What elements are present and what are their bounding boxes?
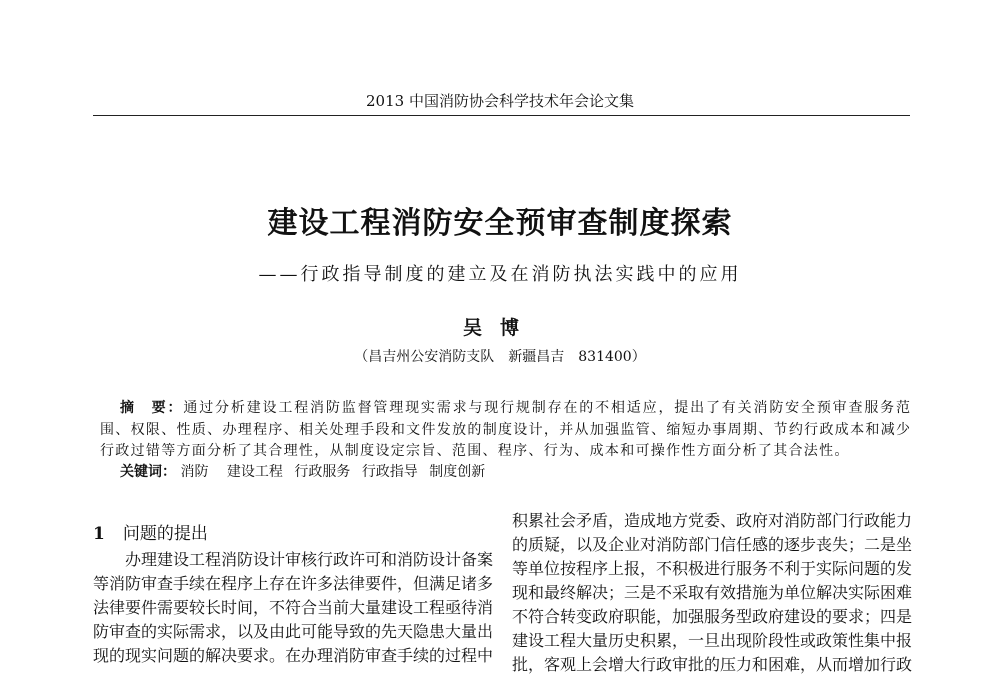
abstract-line: 行政过错等方面分析了其合理性，从制度设定宗旨、范围、程序、行为、成本和可操作性方面分析了其合法性。 [100,443,850,459]
body-line: 法律要件需要较长时间，不符合当前大量建设工程亟待消 [93,598,494,617]
body-line: 等消防审查手续在程序上存在许多法律要件，但满足诸多 [93,574,494,593]
paper-title: 建设工程消防安全预审查制度探索 [267,206,733,241]
affiliation: （昌吉州公安消防支队 新疆昌吉 831400） [354,349,646,365]
abstract-line: 围、权限、性质、办理程序、相关处理手段和文件发放的制度设计，并从加强监管、缩短办事周期、节约行政成本和减少 [100,422,910,438]
body-line: 办理建设工程消防设计审核行政许可和消防设计备案 [125,550,494,569]
paper-subtitle: ——行政指导制度的建立及在消防执法实践中的应用 [258,264,742,285]
body-line: 防审查的实际需求，以及由此可能导致的先天隐患大量出 [93,622,494,641]
body-line: 等单位按程序上报，不积极进行服务不利于实际问题的发 [512,559,913,578]
author: 吴博 [462,317,537,339]
body-line: 不符合转变政府职能，加强服务型政府建设的要求；四是 [512,607,913,626]
section-title: 问题的提出 [122,524,208,544]
keywords [100,462,930,482]
body-line: 的质疑，以及企业对消防部门信任感的逐步丧失；二是坐 [512,535,913,554]
abstract-label: 摘 要： [120,400,184,416]
abstract-text: 通过分析建设工程消防监督管理现实需求与现行规制存在的不相适应，提出了有关消防安全预审查服务范 [183,400,911,416]
keyword: 行政服务 [294,464,351,480]
running-header: 2013 中国消防协会科学技术年会论文集 [366,92,634,110]
body-line: 建设工程大量历史积累，一旦出现阶段性或政策性集中报 [512,631,913,650]
body-line: 批，客观上会增大行政审批的压力和困难，从而增加行政 [512,655,913,674]
header-rule [93,115,910,116]
keyword: 建设工程 [226,464,283,480]
keyword: 消防 [180,464,209,480]
keyword: 行政指导 [361,464,418,480]
abstract-line [100,398,910,418]
keyword: 制度创新 [429,464,486,480]
section-heading [93,519,208,544]
body-line: 现的现实问题的解决要求。在办理消防审查手续的过程中 [93,646,494,665]
body-line: 积累社会矛盾，造成地方党委、政府对消防部门行政能力 [512,511,913,530]
section-number: 1 [93,524,105,544]
keywords-label: 关键词： [120,464,176,480]
body-line: 现和最终解决；三是不采取有效措施为单位解决实际困难 [512,583,913,602]
